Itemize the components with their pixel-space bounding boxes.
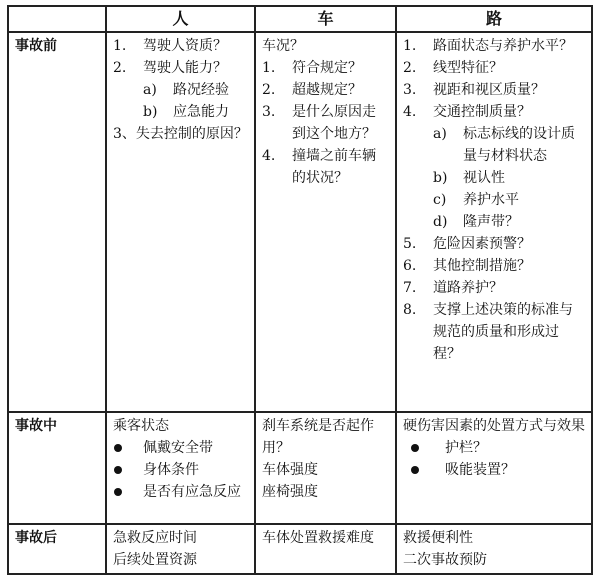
bullet-item: 护栏？ — [403, 437, 585, 459]
bullet-item: 身体条件 — [113, 459, 248, 481]
list-item: 7. 道路养护？ — [403, 280, 503, 296]
cell-before-vehicle — [255, 32, 396, 412]
road-text: 硬伤害因素的处置方式与效果 — [403, 418, 585, 434]
cell-after-person — [106, 524, 255, 574]
sub-item: b) 应急能力 — [143, 104, 229, 120]
road-line: 二次事故预防 — [403, 552, 487, 568]
list-item: 2. 驾驶人能力？ — [113, 60, 227, 76]
sub-item: a) 路况经验 — [143, 82, 229, 98]
list-item: 4. 交通控制质量？ — [403, 104, 531, 120]
vehicle-line: 座椅强度 — [262, 484, 318, 500]
vehicle-text: 车体处置救援难度 — [262, 530, 374, 546]
table-row — [8, 524, 592, 574]
bullet-item: 佩戴安全带 — [113, 437, 248, 459]
list-item-tail: 3、失去控制的原因？ — [113, 126, 248, 142]
cell-after-road — [396, 524, 592, 574]
list-item: 2. 线型特征？ — [403, 60, 503, 76]
list-item: 5. 危险因素预警？ — [403, 236, 531, 252]
accident-analysis-table — [7, 5, 593, 575]
sub-item: a) 标志标线的设计质量与材料状态 — [433, 126, 575, 164]
bullet-item: 吸能装置？ — [403, 459, 585, 481]
cell-before-road — [396, 32, 592, 412]
header-person: 人 — [106, 6, 255, 32]
sub-item: b) 视认性 — [433, 170, 505, 186]
list-item: 8. 支撑上述决策的标准与规范的质量和形成过程？ — [403, 302, 573, 362]
list-item: 4. 撞墙之前车辆的状况？ — [262, 148, 376, 186]
list-item: 6. 其他控制措施？ — [403, 258, 531, 274]
sub-item: c) 养护水平 — [433, 192, 519, 208]
vehicle-text: 刹车系统是否起作用？ — [262, 418, 374, 456]
list-item: 2. 超越规定？ — [262, 82, 362, 98]
list-item: 1. 路面状态与养护水平？ — [403, 38, 573, 54]
cell-during-person — [106, 412, 255, 524]
header-row — [8, 6, 592, 32]
cell-after-vehicle — [255, 524, 396, 574]
table-row — [8, 32, 592, 412]
row-label-before: 事故前 — [8, 32, 106, 412]
list-item: 1. 驾驶人资质？ — [113, 38, 227, 54]
sub-item: d) 隆声带？ — [433, 214, 519, 230]
person-line: 后续处置资源 — [113, 552, 197, 568]
header-vehicle: 车 — [255, 6, 396, 32]
bullet-icon — [411, 444, 419, 452]
header-corner — [8, 6, 106, 32]
list-item: 3. 视距和视区质量？ — [403, 82, 545, 98]
row-label-after: 事故后 — [8, 524, 106, 574]
cell-before-person — [106, 32, 255, 412]
cell-during-vehicle — [255, 412, 396, 524]
person-intro: 乘客状态 — [113, 418, 169, 434]
road-line: 救援便利性 — [403, 530, 473, 546]
vehicle-line: 车体强度 — [262, 462, 318, 478]
person-line: 急救反应时间 — [113, 530, 197, 546]
bullet-item: 是否有应急反应 — [113, 481, 248, 503]
table-row — [8, 412, 592, 524]
bullet-icon — [411, 466, 419, 474]
list-item: 1. 符合规定？ — [262, 60, 362, 76]
vehicle-intro: 车况？ — [262, 38, 304, 54]
header-road: 路 — [396, 6, 592, 32]
row-label-during: 事故中 — [8, 412, 106, 524]
list-item: 3. 是什么原因走到这个地方？ — [262, 104, 376, 142]
cell-during-road — [396, 412, 592, 524]
bullet-icon — [114, 444, 122, 452]
bullet-icon — [114, 466, 122, 474]
bullet-icon — [114, 488, 122, 496]
